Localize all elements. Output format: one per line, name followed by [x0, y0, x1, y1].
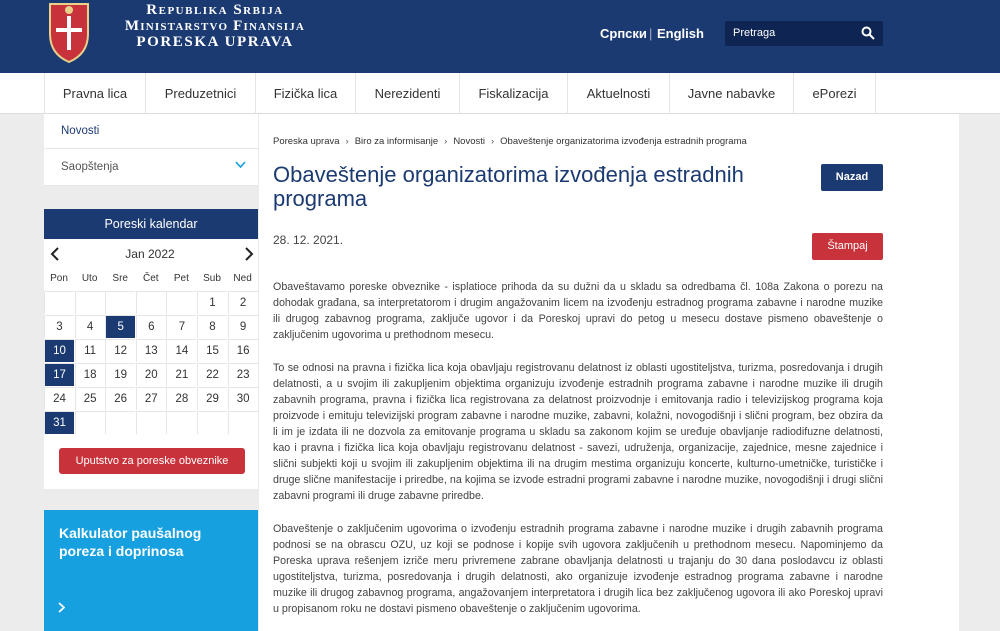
- calendar-day[interactable]: 18: [75, 363, 105, 386]
- guide-button[interactable]: Uputstvo za poreske obveznike: [59, 448, 245, 474]
- nav-item-fizicka-lica[interactable]: Fizička lica: [256, 73, 356, 114]
- chevron-left-icon[interactable]: [50, 247, 60, 261]
- nav-item-eporezi[interactable]: ePorezi: [794, 73, 876, 114]
- brand-line-2: Ministarstvo Finansija: [124, 18, 306, 34]
- calendar-day[interactable]: 24: [44, 387, 74, 410]
- calendar-month: Jan 2022: [125, 247, 175, 261]
- chevron-right-icon[interactable]: [244, 247, 254, 261]
- lang-serbian-link[interactable]: Српски: [600, 26, 647, 41]
- search-placeholder: Pretraga: [733, 27, 776, 39]
- breadcrumb-current: Obaveštenje organizatorima izvođenja estradnih programa: [500, 136, 747, 147]
- calendar-day[interactable]: 20: [136, 363, 166, 386]
- calendar-empty-cell: [136, 291, 166, 314]
- calendar-day[interactable]: 9: [228, 315, 258, 338]
- calendar-day[interactable]: 17: [44, 363, 74, 386]
- calendar-day[interactable]: 27: [136, 387, 166, 410]
- calendar-weekday: Pon: [50, 273, 68, 284]
- breadcrumb-item[interactable]: Biro za informisanje: [354, 136, 439, 147]
- brand-line-3: PORESKA UPRAVA: [136, 34, 294, 50]
- chevron-down-icon[interactable]: [235, 161, 246, 169]
- calendar-day[interactable]: 6: [136, 315, 166, 338]
- article-paragraph: Obaveštenje o zaključenim ugovorima o izvođenju estradnih programa zabavne i narodne muzike i drugih zabavnih programa podnosi se na obrascu OZU, uz koji se podnose i kopije svih ugovora zaključenih u prethodnom mesecu. Napominjemo da Poreska uprava rešenjem izriče meru privremene zabrane obavljanja delatnosti u trajanju do 30 dana poslodavcu iz oblasti ugostiteljstva, turizma, posredovanja i drugih delatnosti, ako organizuje izvođenje estradnog programa zabavne i narodne muzike ili drugog zabavnog programa, angažovanjem interpretatora i drugih lica bez zaključenog ugovora ili ako Poreskoj upravi u propisanom roku ne dostavi pismeno obaveštenje o zaključenim ugovorima.: [273, 523, 883, 615]
- calendar-empty-cell: [166, 411, 196, 434]
- sidebar-item-saopstenja[interactable]: [44, 149, 258, 186]
- calendar-day[interactable]: 22: [197, 363, 227, 386]
- search-input[interactable]: [725, 21, 883, 46]
- calendar-empty-cell: [228, 411, 258, 434]
- coat-of-arms-icon[interactable]: [44, 0, 94, 64]
- brand-line-1: Republika Srbija: [146, 2, 284, 18]
- calendar-day[interactable]: 2: [228, 291, 258, 314]
- calendar-day[interactable]: 26: [105, 387, 135, 410]
- brand-title[interactable]: [106, 3, 324, 51]
- calendar-day[interactable]: 4: [75, 315, 105, 338]
- nav-item-pravna-lica[interactable]: Pravna lica: [44, 73, 146, 114]
- nav-item-aktuelnosti[interactable]: Aktuelnosti: [568, 73, 670, 114]
- calendar-day[interactable]: 30: [228, 387, 258, 410]
- calendar-empty-cell: [44, 291, 74, 314]
- page-title: Obaveštenje organizatorima izvođenja estradnih programa: [273, 162, 744, 211]
- nav-item-preduzetnici[interactable]: Preduzetnici: [146, 73, 256, 114]
- calendar-empty-cell: [136, 411, 166, 434]
- lang-english-link[interactable]: English: [657, 26, 704, 41]
- calculator-card[interactable]: [44, 510, 258, 631]
- main-nav: [0, 73, 1000, 114]
- calendar-empty-cell: [75, 291, 105, 314]
- calendar-day[interactable]: 7: [166, 315, 196, 338]
- calendar-day[interactable]: 23: [228, 363, 258, 386]
- calendar-empty-cell: [166, 291, 196, 314]
- nav-item-javne-nabavke[interactable]: Javne nabavke: [670, 73, 794, 114]
- breadcrumb-separator-icon: ›: [444, 136, 448, 147]
- calendar-weekday: Sub: [203, 273, 221, 284]
- breadcrumb-item[interactable]: Poreska uprava: [273, 136, 340, 147]
- sidebar-item-novosti[interactable]: Novosti: [44, 114, 258, 149]
- calendar-day[interactable]: 12: [105, 339, 135, 362]
- calendar-day[interactable]: 21: [166, 363, 196, 386]
- calendar-day[interactable]: 16: [228, 339, 258, 362]
- publish-date: 28. 12. 2021.: [273, 233, 344, 247]
- calendar-title: Poreski kalendar: [44, 209, 258, 239]
- calendar-weekday: Pet: [173, 273, 189, 284]
- calendar-day[interactable]: 29: [197, 387, 227, 410]
- calendar-day[interactable]: 14: [166, 339, 196, 362]
- calendar-day[interactable]: 28: [166, 387, 196, 410]
- site-header: [0, 0, 1000, 73]
- calendar-day[interactable]: 13: [136, 339, 166, 362]
- breadcrumb-separator-icon: ›: [345, 136, 349, 147]
- calendar-empty-cell: [75, 411, 105, 434]
- calendar-empty-cell: [105, 291, 135, 314]
- breadcrumb: [273, 136, 747, 147]
- calendar-day[interactable]: 5: [105, 315, 135, 338]
- calendar-day[interactable]: 15: [197, 339, 227, 362]
- calendar-day[interactable]: 11: [75, 339, 105, 362]
- chevron-right-icon[interactable]: [58, 602, 65, 613]
- search-icon[interactable]: [861, 26, 875, 40]
- calendar-empty-cell: [197, 411, 227, 434]
- calendar-weekday: Ned: [233, 273, 252, 284]
- lang-separator: |: [649, 26, 653, 41]
- calendar-weekday: Čet: [143, 273, 159, 284]
- calendar-weekday: Sre: [112, 273, 128, 284]
- calendar-day[interactable]: 31: [44, 411, 74, 434]
- back-button[interactable]: Nazad: [821, 164, 883, 191]
- sidebar-menu: [44, 114, 258, 186]
- sidebar-item-label: Saopštenja: [61, 161, 119, 173]
- calendar-day[interactable]: 10: [44, 339, 74, 362]
- breadcrumb-item[interactable]: Novosti: [453, 136, 485, 147]
- calendar-day[interactable]: 8: [197, 315, 227, 338]
- article-paragraph: Obaveštavamo poreske obveznike - isplatioce prihoda da su dužni da u skladu sa odredbama čl. 108a Zakona o porezu na dohodak građana, sa interpretatorom i drugim angažovanim licem na izvođenju estradnog programa zabavne i narodne muzike ili drugog zabavnog programa, zaključe ugovor i da Poreskoj upravi do petog u mesecu dostave pismeno obaveštenje o zaključenim ugovorima u prethodnom mesecu.: [273, 281, 883, 341]
- print-button[interactable]: Štampaj: [812, 233, 883, 260]
- nav-item-fiskalizacija[interactable]: Fiskalizacija: [460, 73, 568, 114]
- calendar-day[interactable]: 1: [197, 291, 227, 314]
- breadcrumb-separator-icon: ›: [491, 136, 495, 147]
- calendar-empty-cell: [105, 411, 135, 434]
- calculator-title: Kalkulator paušalnog poreza i doprinosa: [59, 525, 202, 559]
- article-paragraph: To se odnosi na pravna i fizička lica koja obavljaju registrovanu delatnost iz oblasti ugostiteljstva, turizma, posredovanja i drugih delatnosti, a u svojim ili zakupljenim objektima organizuju izvođenje estradnih programa zabavne i narodne muzike ili drugih zabavnih programa, pravna i fizička lica registrovana za delatnost proizvodnje i emitovanja radio i televizijskog programa koja proizvode i emituju televizijski program zabavne i narodne muzike, zabavni, kolažni, novogodišnji i slični program, bez obzira da li im je izdata ili ne dozvola za emitovanje programa u skladu sa zakonom kojim se uređuje obavljanje radiodifuzne delatnosti, kao i pravna i fizička lica koja obavljaju registrovanu delatnost - savezi, udruženja, organizacije, zajednice, mesne zajednice i slični subjekti koji u svojim ili zakupljenim objektima ili na drugim mestima organizuju koncerte, kulturno-umetničke, turističke i druge slične manifestacije i priredbe, na kojima se izvode estradni programi zabavne i narodne muzike, novogodišnji i drugi slični zabavni programi ili druge zabavne priredbe.: [273, 362, 883, 502]
- calendar-day[interactable]: 25: [75, 387, 105, 410]
- calendar-weekday: Uto: [81, 273, 98, 284]
- calendar-day[interactable]: 19: [105, 363, 135, 386]
- nav-item-nerezidenti[interactable]: Nerezidenti: [356, 73, 460, 114]
- calendar-day[interactable]: 3: [44, 315, 74, 338]
